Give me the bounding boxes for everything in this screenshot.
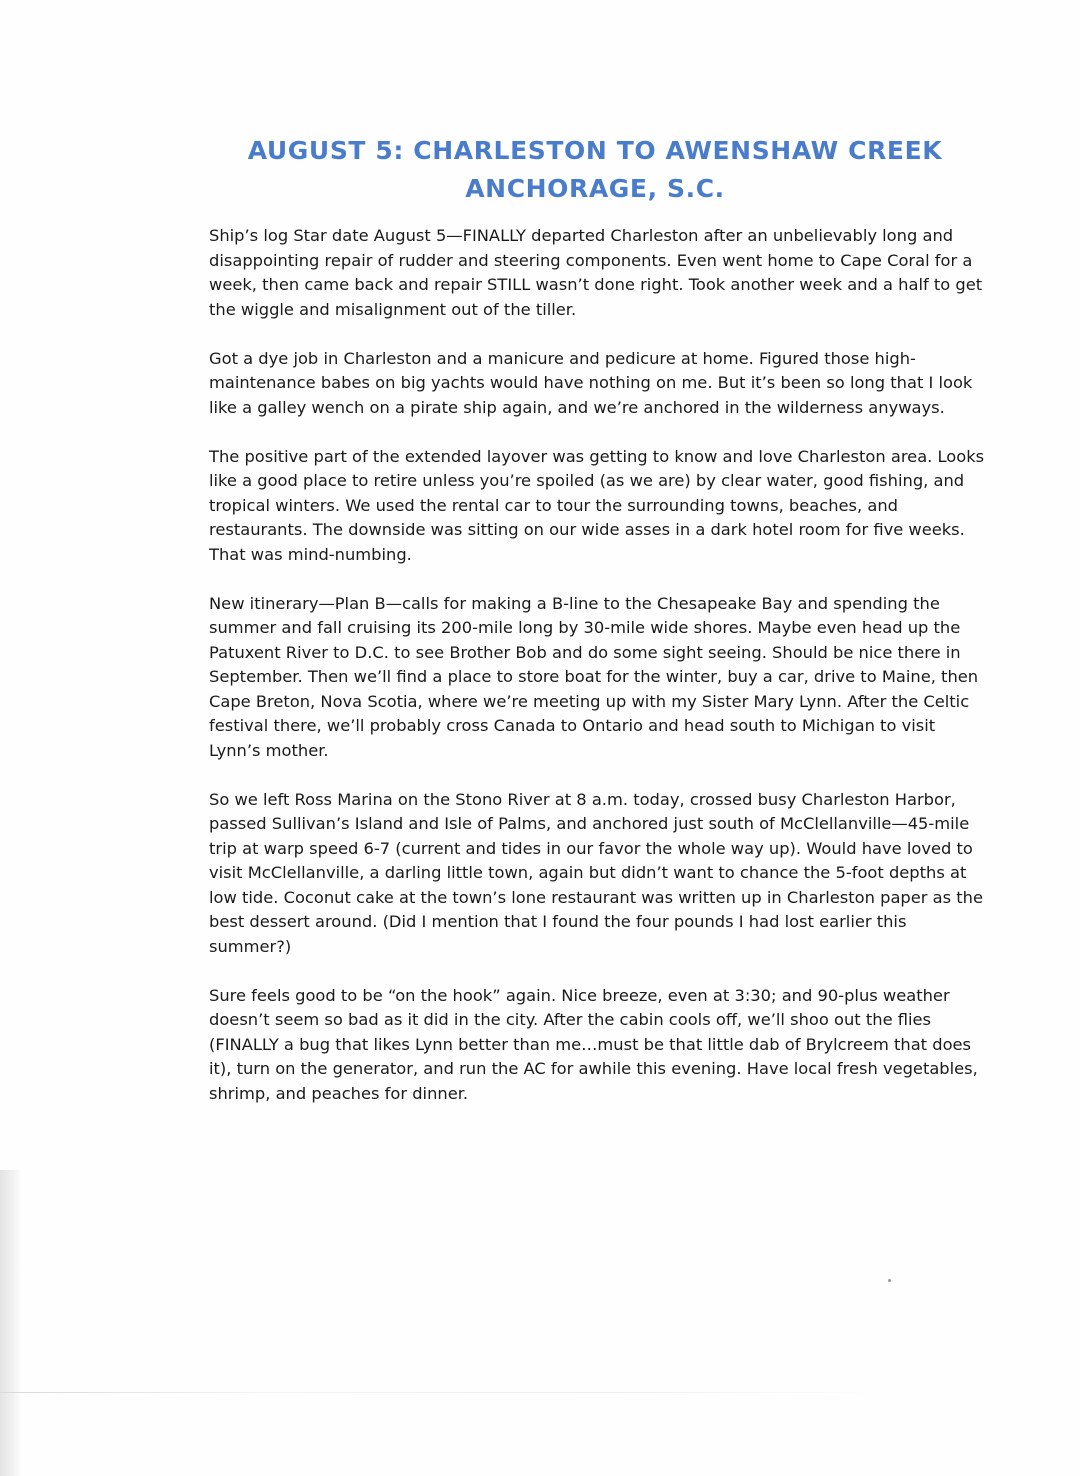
paragraph-2: Got a dye job in Charleston and a manicure and pedicure at home. Figured those high-maintenance babes on big yachts would have nothing on me. But it’s been so long that I look like a galley wench on a pirate ship again, and we’re anchored in the wilderness anyways. — [209, 348, 973, 417]
title-line-2: ANCHORAGE, S.C. — [465, 174, 725, 203]
scan-artifact-line — [0, 1392, 880, 1393]
paragraph-6: Sure feels good to be “on the hook” again. Nice breeze, even at 3:30; and 90-plus weather doesn’t seem so bad as it did in the city. After the cabin cools off, we’ll shoo out the flies (FINALLY a bug that likes Lynn better than me…must be that little dab of Brylcreem that does it), turn on the generator, and run the AC for awhile this evening. Have local fresh vegetables, shrimp, and peaches for dinner. — [209, 985, 978, 1103]
paragraph-5: So we left Ross Marina on the Stono River at 8 a.m. today, crossed busy Charleston Harbor, passed Sullivan’s Island and Isle of Palms, and anchored just south of McClellanville—45-mile trip at warp speed 6-7 (current and tides in our favor the whole way up). Would have loved to visit McClellanville, a darling little town, again but didn’t want to chance the 5-foot depths at low tide. Coconut cake at the town’s lone restaurant was written up in Charleston paper as the best dessert around. (Did I mention that I found the four pounds I had lost earlier this summer?) — [209, 789, 984, 956]
scan-speck — [888, 1279, 891, 1282]
document-body — [209, 224, 989, 1131]
page-title — [200, 132, 990, 208]
paragraph-3: The positive part of the extended layover was getting to know and love Charleston area. Looks like a good place to retire unless you’re spoiled (as we are) by clear water, good fishing, and tropical winters. We used the rental car to tour the surrounding towns, beaches, and restaurants. The downside was sitting on our wide asses in a dark hotel room for five weeks. That was mind-numbing. — [209, 446, 985, 564]
title-line-1: AUGUST 5: CHARLESTON TO AWENSHAW CREEK — [247, 136, 943, 165]
scan-shadow-edge — [0, 1170, 22, 1476]
paragraph-4: New itinerary—Plan B—calls for making a B-line to the Chesapeake Bay and spending the summer and fall cruising its 200-mile long by 30-mile wide shores. Maybe even head up the Patuxent River to D.C. to see Brother Bob and do some sight seeing. Should be nice there in September. Then we’ll find a place to store boat for the winter, buy a car, drive to Maine, then Cape Breton, Nova Scotia, where we’re meeting up with my Sister Mary Lynn. After the Celtic festival there, we’ll probably cross Canada to Ontario and head south to Michigan to visit Lynn’s mother. — [209, 593, 979, 760]
paragraph-1: Ship’s log Star date August 5—FINALLY departed Charleston after an unbelievably long and disappointing repair of rudder and steering components. Even went home to Cape Coral for a week, then came back and repair STILL wasn’t done right. Took another week and a half to get the wiggle and misalignment out of the tiller. — [209, 226, 983, 319]
